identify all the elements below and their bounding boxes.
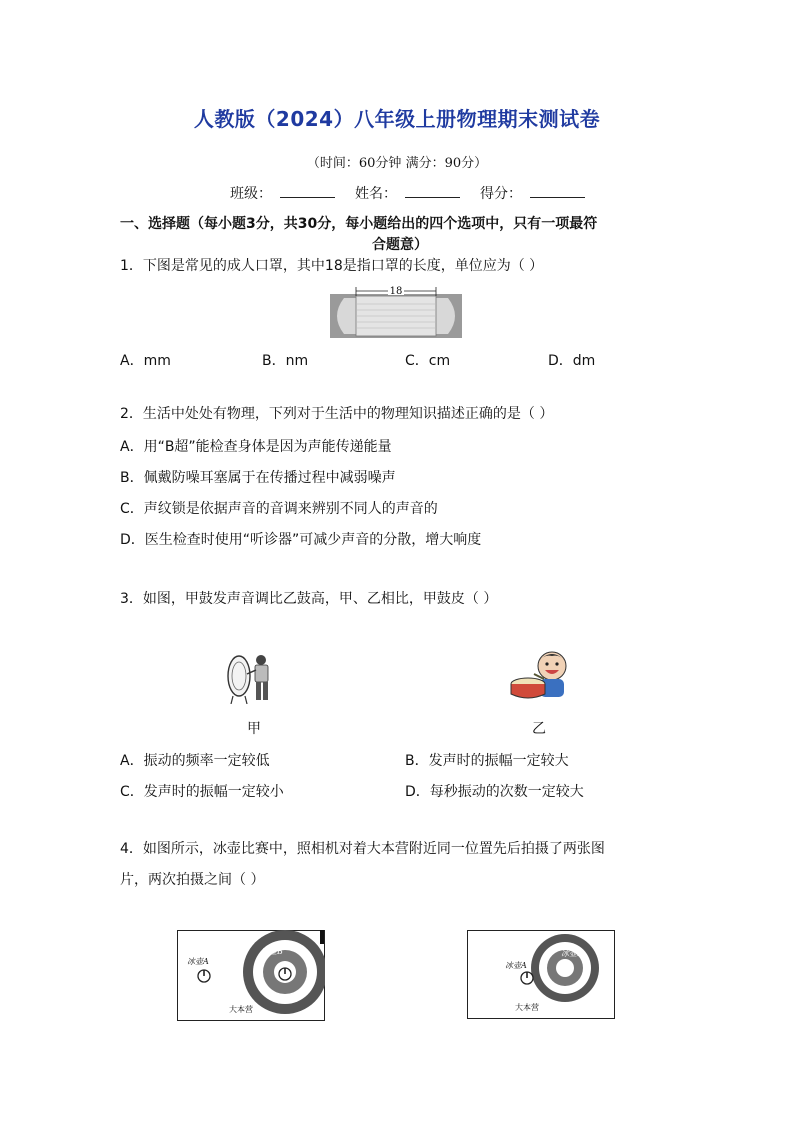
mask-figure <box>330 284 462 340</box>
name-blank[interactable] <box>405 183 460 198</box>
q2-option-d[interactable]: D．医生检查时使用“听诊器”可减少声音的分散，增大响度 <box>120 532 482 548</box>
q1-option-b[interactable]: B．nm <box>262 353 309 369</box>
q3-option-c[interactable]: C．发声时的振幅一定较小 <box>120 784 284 800</box>
q1-option-c[interactable]: C．cm <box>405 353 451 369</box>
mask-length-label: 18 <box>389 286 403 297</box>
score-blank[interactable] <box>530 183 585 198</box>
question-4-stem-line1: 4．如图所示，冰壶比赛中，照相机对着大本营附近同一位置先后拍摄了两张图 <box>120 841 605 857</box>
exam-time-info: （时间：60分钟 满分：90分） <box>306 156 488 171</box>
q2-option-c[interactable]: C．声纹锁是依据声音的音调来辨别不同人的声音的 <box>120 501 438 517</box>
photo1-stone-a-label: 冰壶A <box>187 957 209 966</box>
photo1-house-label: 大本营 <box>229 1005 253 1014</box>
q2-option-a[interactable]: A．用“B超”能检查身体是因为声能传递能量 <box>120 439 392 455</box>
photo2-stone-b-label: 冰壶B <box>561 949 583 958</box>
photo2-house-label: 大本营 <box>515 1003 539 1012</box>
class-blank[interactable] <box>280 183 335 198</box>
section-heading-line1: 一、选择题（每小题3分，共30分，每小题给出的四个选项中，只有一项最符 <box>120 216 598 232</box>
section-heading <box>120 214 680 256</box>
score-label: 得分： <box>480 186 522 202</box>
question-4-stem-line2: 片，两次拍摄之间（ ） <box>120 872 265 888</box>
curling-photo-1 <box>177 930 325 1022</box>
question-2-stem: 2．生活中处处有物理，下列对于生活中的物理知识描述正确的是（ ） <box>120 406 554 422</box>
curling-photo-2 <box>467 930 615 1020</box>
drum-jia-label: 甲 <box>247 721 261 737</box>
q3-option-d[interactable]: D．每秒振动的次数一定较大 <box>405 784 584 800</box>
drum-yi-figure <box>508 648 576 704</box>
q2-option-b[interactable]: B．佩戴防噪耳塞属于在传播过程中减弱噪声 <box>120 470 396 486</box>
photo2-stone-a-label: 冰壶A <box>505 961 527 970</box>
q1-option-a[interactable]: A．mm <box>120 353 171 369</box>
question-3-stem: 3．如图，甲鼓发声音调比乙鼓高，甲、乙相比，甲鼓皮（ ） <box>120 591 498 607</box>
page-title: 人教版（2024）八年级上册物理期末测试卷 <box>193 107 601 131</box>
q3-option-b[interactable]: B．发声时的振幅一定较大 <box>405 753 569 769</box>
photo1-stone-b-label: 冰壶B <box>261 947 283 956</box>
name-label: 姓名： <box>355 186 397 202</box>
drum-yi-label: 乙 <box>532 721 546 737</box>
section-heading-line2: 合题意） <box>372 237 428 253</box>
q3-option-a[interactable]: A．振动的频率一定较低 <box>120 753 270 769</box>
question-1-stem: 1．下图是常见的成人口罩，其中18是指口罩的长度，单位应为（ ） <box>120 258 544 274</box>
student-info-row <box>230 183 597 203</box>
class-label: 班级： <box>230 186 272 202</box>
q1-option-d[interactable]: D．dm <box>548 353 596 369</box>
drum-jia-figure <box>225 652 279 704</box>
